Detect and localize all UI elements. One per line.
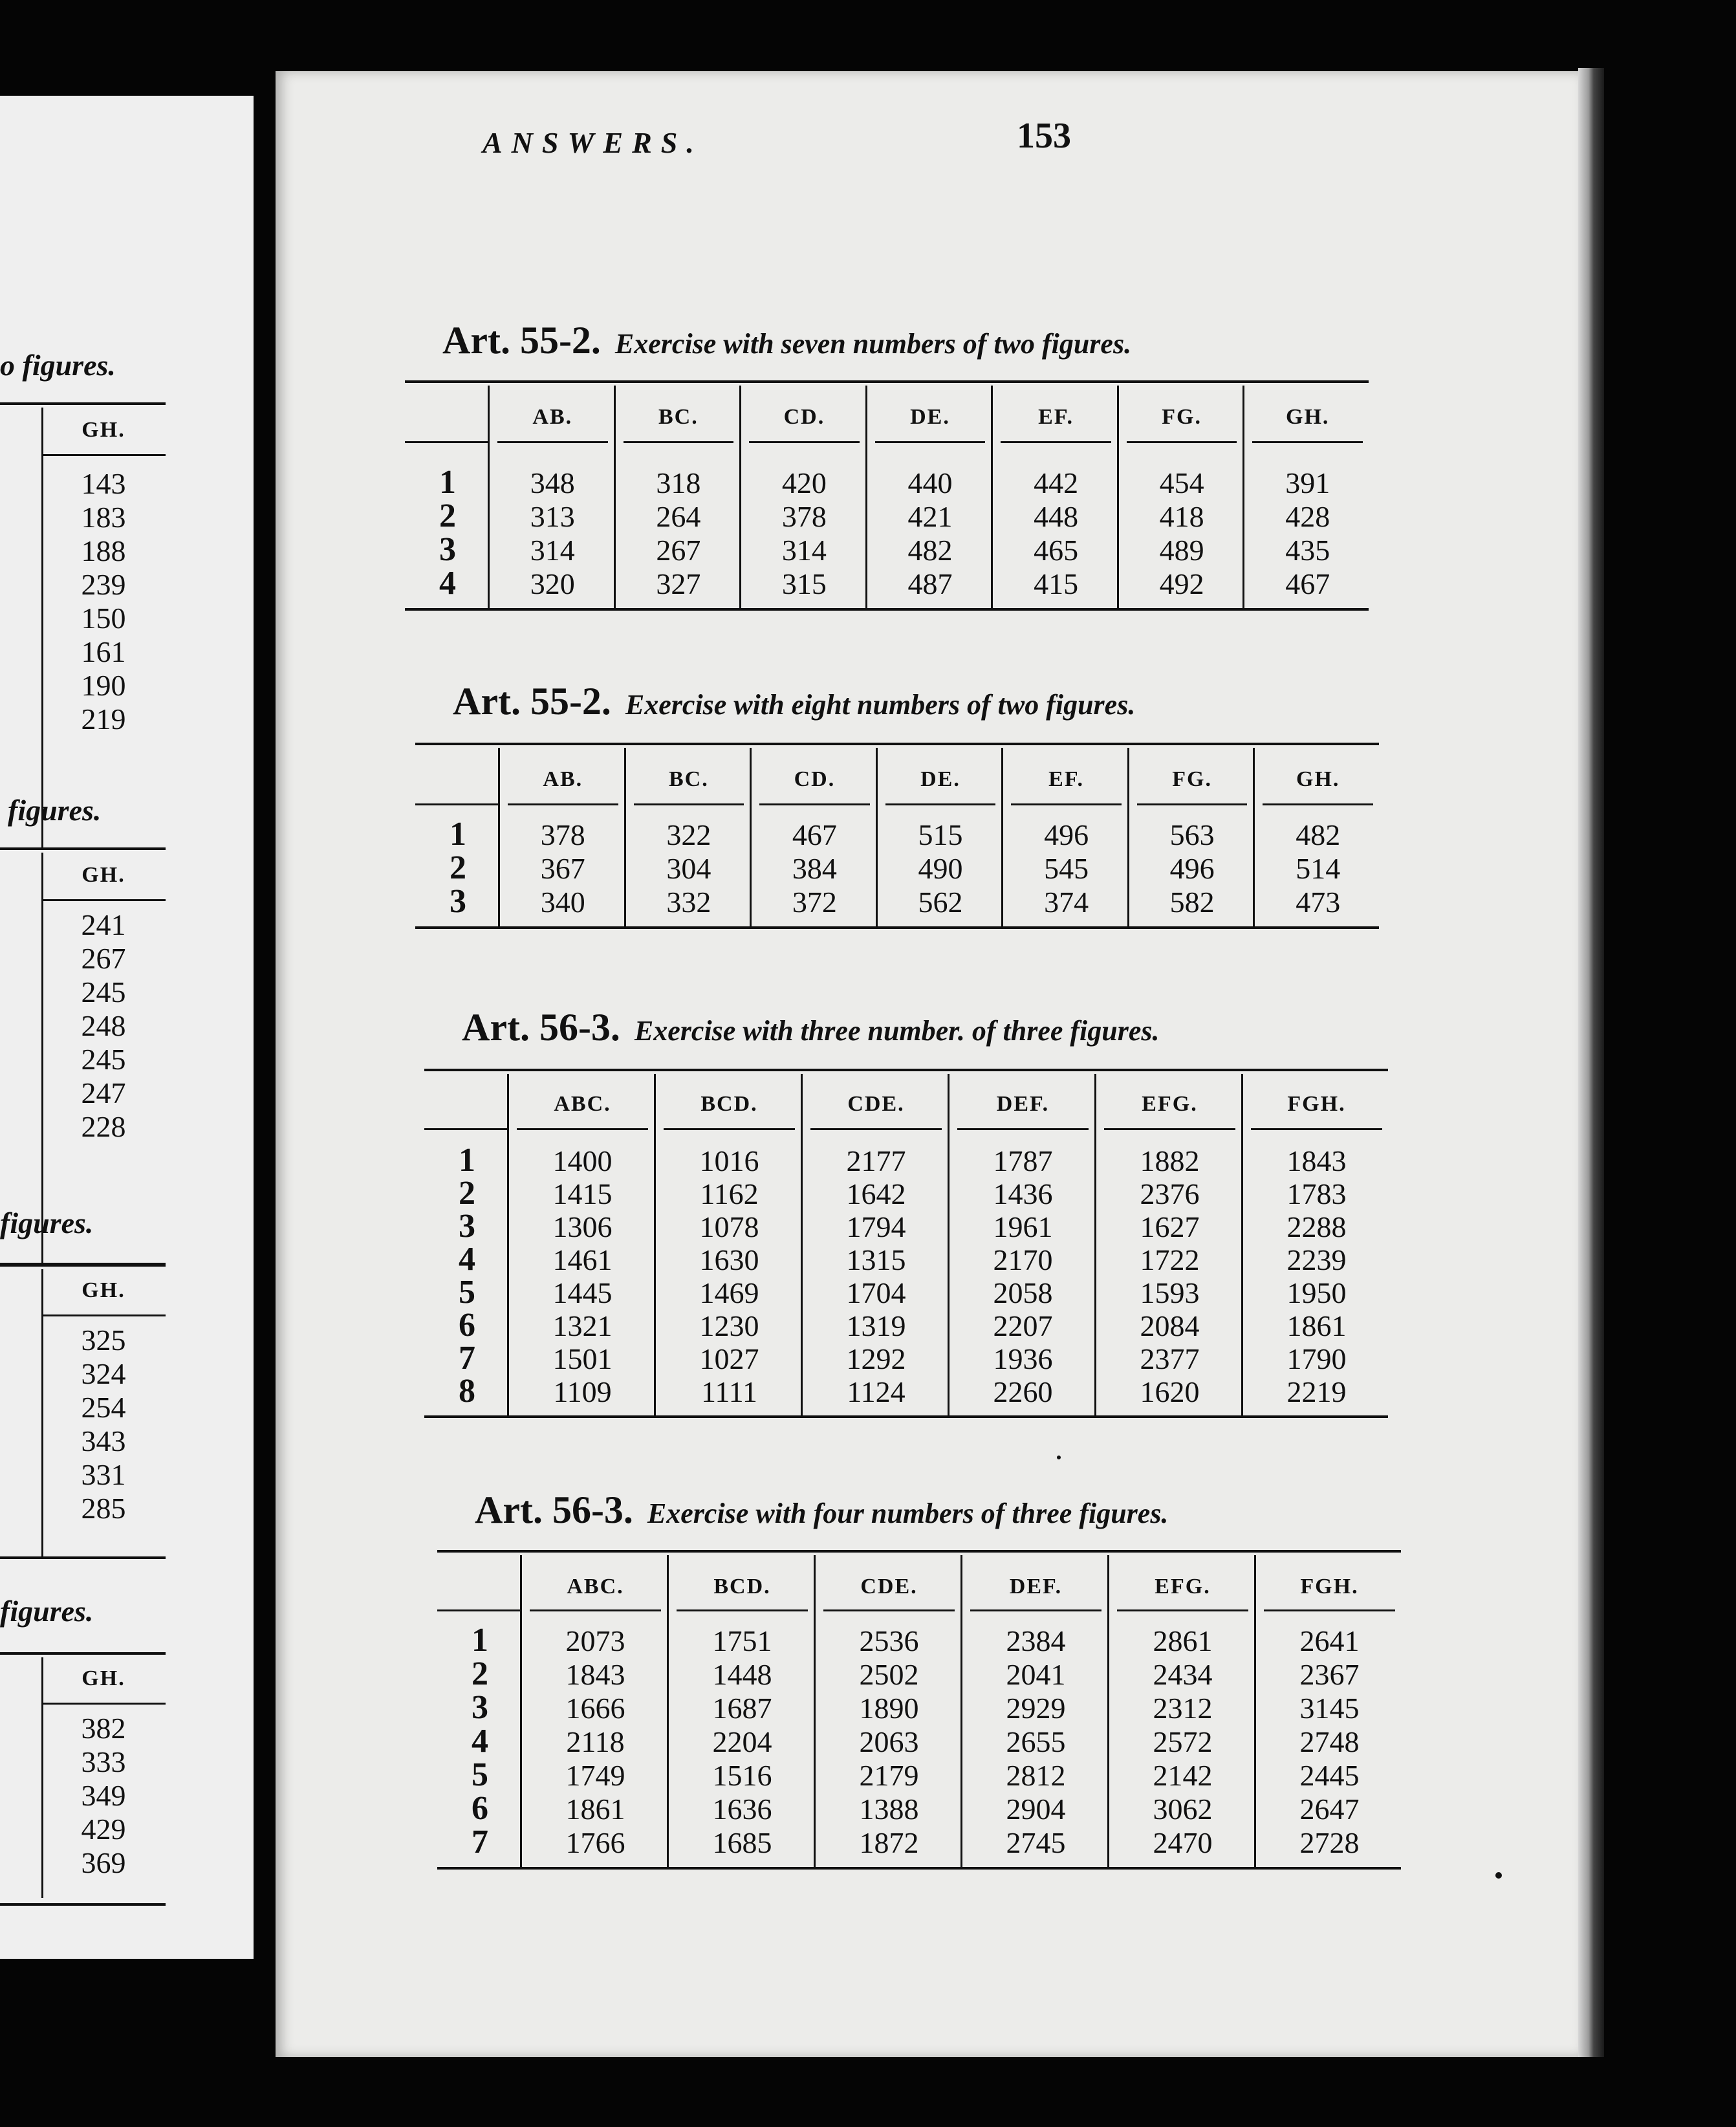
- table-cell: 2204: [712, 1725, 772, 1758]
- table-cell: 2118: [566, 1725, 625, 1758]
- fragment-values: [41, 908, 166, 1144]
- section-title: [462, 1005, 1160, 1050]
- row-number: 8: [459, 1373, 475, 1410]
- row-number: 7: [459, 1340, 475, 1377]
- article-number: Art. 55-2.: [442, 319, 601, 362]
- fragment-value: 349: [81, 1779, 126, 1812]
- table-cell: 314: [781, 534, 827, 567]
- table-cell: 2041: [1006, 1658, 1066, 1691]
- table-cell: 563: [1169, 818, 1215, 851]
- table-cell: 1766: [565, 1826, 625, 1859]
- table-column: [1254, 1555, 1403, 1867]
- table-cell: 1448: [712, 1658, 772, 1691]
- fragment-column-header: GH.: [81, 863, 125, 887]
- table-cell: 1415: [552, 1177, 613, 1210]
- row-number: 1: [472, 1622, 488, 1659]
- column-header: BC.: [668, 767, 709, 791]
- section-title: [475, 1488, 1168, 1533]
- fragment-value: 248: [81, 1009, 126, 1042]
- exercise-description: Exercise with four numbers of three figures.: [647, 1498, 1169, 1529]
- table-cell: 1722: [1140, 1243, 1200, 1276]
- table-cell: 1436: [993, 1177, 1053, 1210]
- table-cell: 467: [792, 818, 837, 851]
- fragment-table: [0, 1652, 166, 1898]
- page-edge: [1578, 68, 1604, 2057]
- table-cell: 2434: [1153, 1658, 1213, 1691]
- row-number: 4: [459, 1241, 475, 1278]
- table-column: [498, 748, 626, 926]
- row-number: 3: [472, 1689, 488, 1726]
- page-number: 153: [1017, 116, 1071, 156]
- fragment-value: 429: [81, 1813, 126, 1846]
- fragment-value: 219: [81, 703, 126, 736]
- table-cell: 1230: [699, 1309, 759, 1342]
- table-cell: 454: [1159, 466, 1204, 499]
- fragment-value: 245: [81, 976, 126, 1009]
- table-cell: 1516: [712, 1759, 772, 1792]
- row-number: 7: [472, 1824, 488, 1860]
- row-number: 2: [472, 1655, 488, 1692]
- table-cell: 2904: [1006, 1793, 1066, 1826]
- table-cell: 340: [540, 886, 585, 919]
- table-cell: 1749: [565, 1759, 625, 1792]
- table-column: [876, 748, 1004, 926]
- table-cell: 1078: [699, 1210, 759, 1243]
- table-cell: 304: [666, 852, 711, 885]
- fragment-value: 267: [81, 942, 126, 975]
- table-cell: 322: [666, 818, 711, 851]
- fragment-values: [41, 467, 166, 736]
- table-cell: 1790: [1286, 1342, 1347, 1375]
- table-column: [814, 1555, 962, 1867]
- column-header: CDE.: [847, 1092, 905, 1116]
- exercise-description: Exercise with eight numbers of two figures.: [625, 689, 1136, 721]
- table-column: [1117, 386, 1245, 608]
- fragment-value: 325: [81, 1324, 126, 1357]
- table-column: [624, 748, 752, 926]
- table-cell: 492: [1159, 567, 1204, 600]
- table-cell: 435: [1285, 534, 1330, 567]
- section-title: [442, 318, 1131, 363]
- table-cell: 1890: [859, 1692, 919, 1725]
- table-cell: 487: [907, 567, 953, 600]
- table-cell: 2288: [1286, 1210, 1347, 1243]
- fragment-value: 183: [81, 501, 126, 534]
- table-cell: 2073: [565, 1624, 625, 1657]
- ink-speck: [1057, 1456, 1061, 1459]
- table-cell: 1461: [552, 1243, 613, 1276]
- table-cell: 1704: [846, 1276, 906, 1309]
- fragment-value: 247: [81, 1076, 126, 1109]
- table-cell: 1783: [1286, 1177, 1347, 1210]
- column-header: FGH.: [1287, 1092, 1346, 1116]
- fragment-value: 161: [81, 635, 126, 668]
- column-header: EF.: [1048, 767, 1084, 791]
- table-column: [991, 386, 1119, 608]
- table-column: [667, 1555, 816, 1867]
- column-header: BC.: [658, 405, 699, 429]
- fragment-column-header: GH.: [81, 1278, 125, 1302]
- row-number: 4: [472, 1723, 488, 1760]
- table-cell: 473: [1296, 886, 1341, 919]
- fragment-value: 382: [81, 1712, 126, 1745]
- table-cell: 378: [781, 500, 827, 533]
- table-cell: 2376: [1140, 1177, 1200, 1210]
- table-cell: 1751: [712, 1624, 772, 1657]
- table-cell: 582: [1169, 886, 1215, 919]
- table-cell: 1882: [1140, 1144, 1200, 1177]
- table-cell: 315: [781, 567, 827, 600]
- table-cell: 2177: [846, 1144, 906, 1177]
- table-column: [507, 1074, 656, 1415]
- table-cell: 1388: [859, 1793, 919, 1826]
- column-header: GH.: [1286, 405, 1330, 429]
- table-column: [801, 1074, 949, 1415]
- table-cell: 1162: [700, 1177, 759, 1210]
- table-cell: 2748: [1299, 1725, 1360, 1758]
- table-cell: 448: [1034, 500, 1079, 533]
- table-cell: 440: [907, 466, 953, 499]
- column-header: FG.: [1162, 405, 1202, 429]
- table-cell: 442: [1034, 466, 1079, 499]
- row-number: 3: [450, 883, 466, 920]
- table-cell: 1636: [712, 1793, 772, 1826]
- column-header: BCD.: [713, 1575, 771, 1598]
- table-cell: 1936: [993, 1342, 1053, 1375]
- table-cell: 314: [530, 534, 575, 567]
- fragment-value: 254: [81, 1391, 126, 1424]
- table-column: [1242, 386, 1371, 608]
- table-cell: 1124: [847, 1375, 906, 1408]
- exercise-description: Exercise with seven numbers of two figures.: [614, 328, 1132, 360]
- table-cell: 2239: [1286, 1243, 1347, 1276]
- column-header: ABC.: [567, 1575, 624, 1598]
- table-cell: 1593: [1140, 1276, 1200, 1309]
- table-cell: 1315: [846, 1243, 906, 1276]
- table-cell: 496: [1044, 818, 1089, 851]
- table-cell: 3145: [1299, 1692, 1360, 1725]
- row-number: 4: [439, 565, 456, 602]
- table-cell: 1292: [846, 1342, 906, 1375]
- table-cell: 348: [530, 466, 575, 499]
- table-cell: 1666: [565, 1692, 625, 1725]
- table-cell: 420: [781, 466, 827, 499]
- fragment-table: [0, 1264, 166, 1559]
- table-column: [654, 1074, 803, 1415]
- fragment-value: 369: [81, 1846, 126, 1879]
- table-cell: 415: [1034, 567, 1079, 600]
- row-number: 1: [450, 816, 466, 853]
- table-cell: 1627: [1140, 1210, 1200, 1243]
- table-cell: 515: [918, 818, 963, 851]
- table-cell: 2142: [1153, 1759, 1213, 1792]
- table-cell: 1469: [699, 1276, 759, 1309]
- table-cell: 332: [666, 886, 711, 919]
- row-number: 2: [459, 1175, 475, 1212]
- table-cell: 320: [530, 567, 575, 600]
- column-header: DE.: [920, 767, 960, 791]
- fragment-values: [41, 1324, 166, 1525]
- fragment-column-header: GH.: [81, 418, 125, 442]
- table-cell: 2179: [859, 1759, 919, 1792]
- column-header: CD.: [783, 405, 825, 429]
- row-number: 1: [459, 1142, 475, 1179]
- table-cell: 1306: [552, 1210, 613, 1243]
- fragment-value: 343: [81, 1424, 126, 1457]
- exercise-description: Exercise with three number. of three figures.: [634, 1015, 1160, 1047]
- table-cell: 2812: [1006, 1759, 1066, 1792]
- section-title: [453, 679, 1135, 724]
- table-cell: 327: [656, 567, 701, 600]
- table-cell: 391: [1285, 466, 1330, 499]
- table-cell: 2377: [1140, 1342, 1200, 1375]
- article-number: Art. 55-2.: [453, 680, 611, 723]
- table-cell: 1685: [712, 1826, 772, 1859]
- column-header: FG.: [1172, 767, 1212, 791]
- table-cell: 384: [792, 852, 837, 885]
- row-number: 3: [459, 1208, 475, 1245]
- table-cell: 2445: [1299, 1759, 1360, 1792]
- fragment-value: 150: [81, 602, 126, 635]
- row-number: 3: [439, 531, 456, 568]
- table-cell: 2745: [1006, 1826, 1066, 1859]
- table-cell: 1642: [846, 1177, 906, 1210]
- fragment-table: [0, 402, 166, 850]
- table-cell: 2170: [993, 1243, 1053, 1276]
- table-column: [1094, 1074, 1243, 1415]
- table-cell: 2861: [1153, 1624, 1213, 1657]
- table-cell: 1843: [1286, 1144, 1347, 1177]
- table-cell: 418: [1159, 500, 1204, 533]
- table-column: [865, 386, 993, 608]
- column-header: GH.: [1296, 767, 1340, 791]
- table-cell: 2641: [1299, 1624, 1360, 1657]
- table-cell: 496: [1169, 852, 1215, 885]
- table-cell: 1027: [699, 1342, 759, 1375]
- table-cell: 372: [792, 886, 837, 919]
- table-cell: 2470: [1153, 1826, 1213, 1859]
- fragment-value: 241: [81, 908, 126, 941]
- table-cell: 2219: [1286, 1375, 1347, 1408]
- table-column: [1241, 1074, 1390, 1415]
- table-cell: 2063: [859, 1725, 919, 1758]
- table-cell: 367: [540, 852, 585, 885]
- table-cell: 318: [656, 466, 701, 499]
- table-cell: 2260: [993, 1375, 1053, 1408]
- column-header: DEF.: [996, 1092, 1050, 1116]
- table-cell: 1794: [846, 1210, 906, 1243]
- table-cell: 378: [540, 818, 585, 851]
- table-cell: 467: [1285, 567, 1330, 600]
- row-number: 2: [439, 497, 456, 534]
- table-cell: 2058: [993, 1276, 1053, 1309]
- table-cell: 1016: [699, 1144, 759, 1177]
- column-header: BCD.: [700, 1092, 758, 1116]
- table-cell: 2312: [1153, 1692, 1213, 1725]
- table-cell: 514: [1296, 852, 1341, 885]
- fragment-heading: figures.: [8, 794, 102, 827]
- row-number: 5: [459, 1274, 475, 1311]
- fragment-value: 285: [81, 1492, 126, 1525]
- article-number: Art. 56-3.: [462, 1006, 620, 1049]
- table-cell: 374: [1044, 886, 1089, 919]
- table-cell: 1109: [553, 1375, 612, 1408]
- table-cell: 1787: [993, 1144, 1053, 1177]
- table-cell: 264: [656, 500, 701, 533]
- fragment-heading: o figures.: [0, 349, 116, 382]
- fragment-value: 239: [81, 568, 126, 601]
- fragment-value: 228: [81, 1110, 126, 1143]
- table-cell: 2728: [1299, 1826, 1360, 1859]
- row-number: 5: [472, 1756, 488, 1793]
- column-header: ABC.: [554, 1092, 611, 1116]
- row-number: 1: [439, 464, 456, 501]
- table-cell: 2207: [993, 1309, 1053, 1342]
- table-cell: 1861: [565, 1793, 625, 1826]
- column-header: EFG.: [1142, 1092, 1198, 1116]
- table-cell: 267: [656, 534, 701, 567]
- table-cell: 1687: [712, 1692, 772, 1725]
- table-cell: 2536: [859, 1624, 919, 1657]
- table-column: [1127, 748, 1255, 926]
- fragment-value: 324: [81, 1357, 126, 1390]
- row-number: 6: [459, 1307, 475, 1344]
- table-cell: 2647: [1299, 1793, 1360, 1826]
- fragment-column-header: GH.: [81, 1666, 125, 1690]
- fragment-value: 143: [81, 467, 126, 500]
- table-cell: 1630: [699, 1243, 759, 1276]
- table-cell: 1861: [1286, 1309, 1347, 1342]
- table-column: [1107, 1555, 1256, 1867]
- table-cell: 313: [530, 500, 575, 533]
- table-column: [1253, 748, 1381, 926]
- column-header: AB.: [532, 405, 573, 429]
- table-cell: 465: [1034, 534, 1079, 567]
- table-cell: 1843: [565, 1658, 625, 1691]
- table-cell: 2655: [1006, 1725, 1066, 1758]
- table-cell: 2502: [859, 1658, 919, 1691]
- table-column: [750, 748, 878, 926]
- table-column: [960, 1555, 1109, 1867]
- table-cell: 1950: [1286, 1276, 1347, 1309]
- table-column: [520, 1555, 669, 1867]
- table-cell: 1872: [859, 1826, 919, 1859]
- table-column: [488, 386, 616, 608]
- table-cell: 2929: [1006, 1692, 1066, 1725]
- table-cell: 421: [907, 500, 953, 533]
- fragment-value: 333: [81, 1745, 126, 1778]
- table-cell: 1111: [701, 1375, 757, 1408]
- column-header: CDE.: [860, 1575, 918, 1598]
- table-cell: 482: [907, 534, 953, 567]
- fragment-table: [0, 847, 166, 1265]
- table-cell: 1445: [552, 1276, 613, 1309]
- fragment-value: 188: [81, 534, 126, 567]
- fragment-value: 331: [81, 1458, 126, 1491]
- column-header: DE.: [910, 405, 950, 429]
- table-cell: 1400: [552, 1144, 613, 1177]
- column-header: CD.: [794, 767, 836, 791]
- column-header: FGH.: [1300, 1575, 1359, 1598]
- table-cell: 1321: [552, 1309, 613, 1342]
- fragment-value: 245: [81, 1043, 126, 1076]
- ink-speck: [1495, 1872, 1502, 1879]
- table-cell: 1501: [552, 1342, 613, 1375]
- answer-table: [424, 1069, 1388, 1415]
- column-header: DEF.: [1009, 1575, 1063, 1598]
- previous-page-fragment: [0, 96, 254, 1959]
- table-cell: 3062: [1153, 1793, 1213, 1826]
- article-number: Art. 56-3.: [475, 1489, 633, 1531]
- fragment-values: [41, 1712, 166, 1880]
- table-cell: 490: [918, 852, 963, 885]
- row-number: 6: [472, 1790, 488, 1827]
- fragment-value: 190: [81, 669, 126, 702]
- table-cell: 562: [918, 886, 963, 919]
- running-head: ANSWERS.: [483, 126, 703, 159]
- table-cell: 428: [1285, 500, 1330, 533]
- table-column: [739, 386, 867, 608]
- table-column: [948, 1074, 1096, 1415]
- fragment-heading: figures.: [0, 1595, 94, 1628]
- column-header: EF.: [1038, 405, 1074, 429]
- column-header: EFG.: [1155, 1575, 1211, 1598]
- answer-table: [415, 743, 1379, 926]
- fragment-heading: figures.: [0, 1206, 94, 1239]
- answer-table: [437, 1550, 1401, 1867]
- table-cell: 2367: [1299, 1658, 1360, 1691]
- table-column: [1001, 748, 1129, 926]
- table-cell: 2084: [1140, 1309, 1200, 1342]
- table-cell: 1961: [993, 1210, 1053, 1243]
- row-number: 2: [450, 849, 466, 886]
- table-cell: 1319: [846, 1309, 906, 1342]
- table-cell: 2384: [1006, 1624, 1066, 1657]
- answer-table: [405, 380, 1369, 608]
- table-cell: 545: [1044, 852, 1089, 885]
- column-header: AB.: [543, 767, 583, 791]
- table-cell: 1620: [1140, 1375, 1200, 1408]
- table-column: [614, 386, 742, 608]
- table-cell: 482: [1296, 818, 1341, 851]
- table-cell: 489: [1159, 534, 1204, 567]
- table-cell: 2572: [1153, 1725, 1213, 1758]
